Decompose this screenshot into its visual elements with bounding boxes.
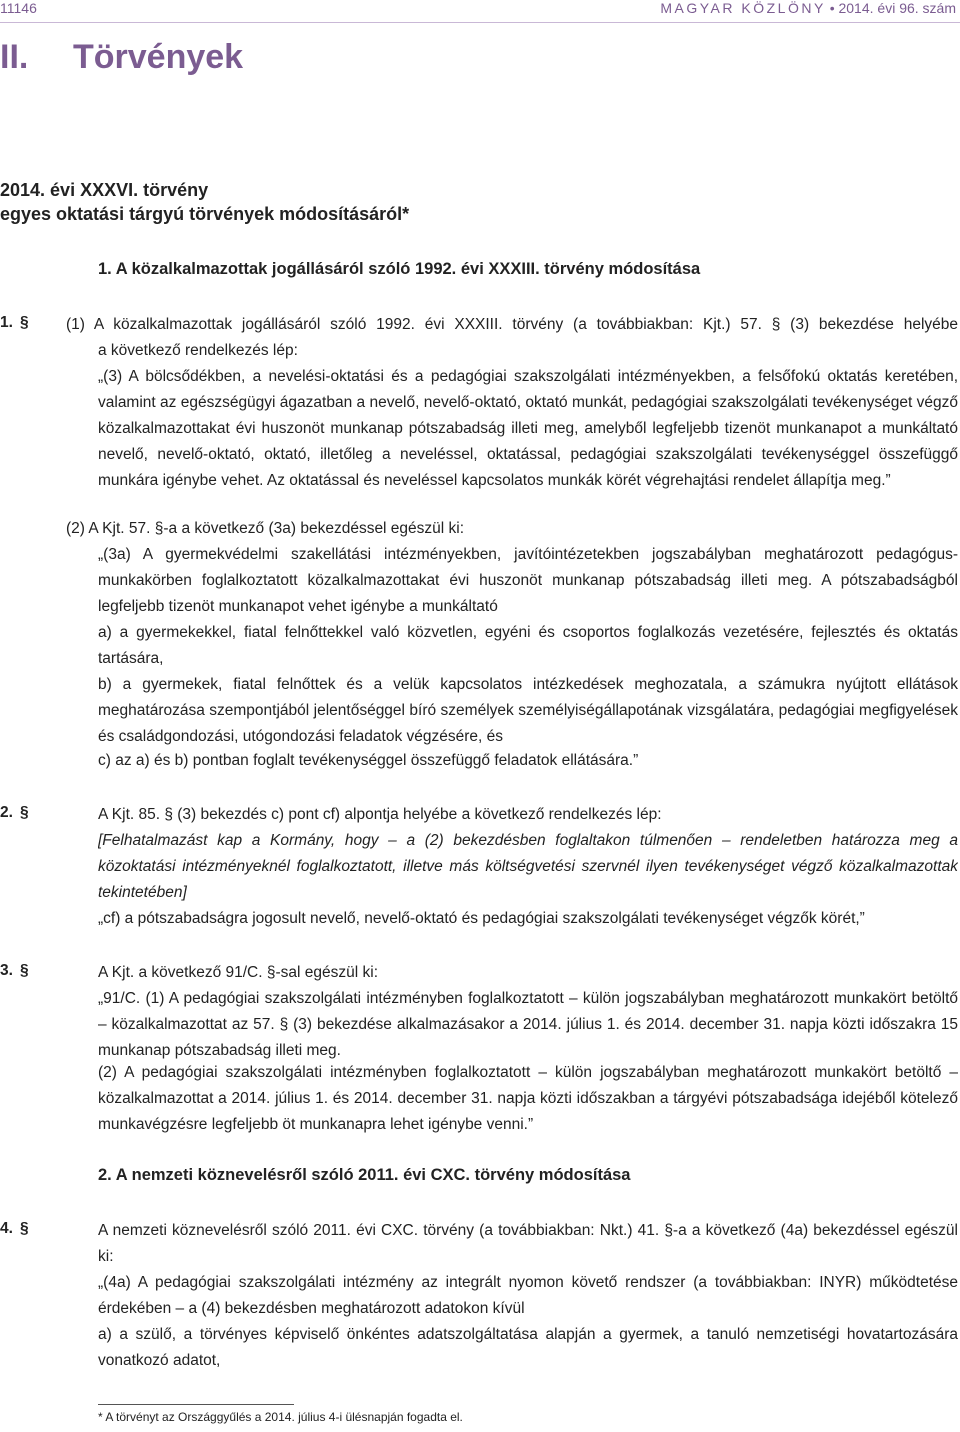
chapter-number: II. (0, 38, 29, 76)
law-number: 2014. évi XXXVI. törvény (0, 180, 209, 200)
header-rule (0, 22, 960, 23)
article-number: 3. (0, 962, 13, 979)
italic-context: [Felhatalmazást kap a Kormány, hogy – a (2) bekezdésben foglaltakon túlmenően – rendeletben határozza meg a közoktatási intézményeknél foglalkoztatott, illetve más költségvetési szervnél ilyen tevékenységet végző közalkalmazottak tekintetében] (98, 832, 958, 901)
quoted-provision: „91/C. (1) A pedagógiai szakszolgálati intézményben foglalkoztatott – külön jogszabályban meghatározott munkakört betöltő – közalkalmazottat az 57. § (3) bekezdése alkalmazásakor a 2014. július 1. és 2014. december 31. napja közti időszakra 15 munkanap pótszabadság illeti meg. (98, 990, 958, 1059)
section-sign: § (20, 314, 29, 331)
quoted-provision: „(3) A bölcsődékben, a nevelési-oktatási és a pedagógiai szakszolgálati intézményekben, a felsőfokú oktatás keretében, valamint az egészségügyi ágazatban a nevelő, nevelő-oktató, oktató munkát, pedagógiai szakszolgálati tevékenységet végző közalkalmazottakat évi huszonöt munkanap pótszabadság illeti meg, amelyből legfeljebb tizenöt munkanapot a munkáltató nevelő, nevelő-oktató, oktató, illetőleg a neveléssel, oktatással, pedagógiai szakszolgálati tevékenységgel összefüggő munkára igénybe vehet. Az oktatással és neveléssel kapcsolatos munkák körét végrehajtási rendelet állapítja meg.” (98, 368, 958, 489)
issue-number: 2014. évi 96. szám (838, 0, 956, 16)
section-title: 2. A nemzeti köznevelésről szóló 2011. évi CXC. törvény módosítása (98, 1166, 631, 1184)
quoted-provision: „(4a) A pedagógiai szakszolgálati intézmény az integrált nyomon követő rendszer (a továbbiakban: INYR) működtetése érdekében – a (4) bekezdésben meghatározott adatokon kívül (98, 1274, 958, 1317)
footnote-rule (98, 1404, 294, 1405)
article-number: 2. (0, 804, 13, 821)
law-title: egyes oktatási tárgyú törvények módosításáról* (0, 204, 410, 224)
running-header (660, 0, 956, 16)
paragraph: a következő rendelkezés lép: (98, 342, 298, 359)
section-sign: § (20, 804, 29, 821)
list-item: c) az a) és b) pontban foglalt tevékenységgel összefüggő feladatok ellátására.” (98, 752, 639, 769)
section-title: 1. A közalkalmazottak jogállásáról szóló 1992. évi XXXIII. törvény módosítása (98, 260, 701, 278)
list-item: a) a gyermekekkel, fiatal felnőttekkel való közvetlen, egyéni és csoportos foglalkozás vezetésére, fejlesztés és oktatás tartására, (98, 624, 958, 667)
paragraph: A nemzeti köznevelésről szóló 2011. évi CXC. törvény (a továbbiakban: Nkt.) 41. §-a a következő (4a) bekezdéssel egészül ki: (98, 1222, 958, 1265)
chapter-heading (0, 38, 243, 77)
footnote: * A törvényt az Országgyűlés a 2014. július 4-i ülésnapján fogadta el. (98, 1410, 463, 1424)
page-number: 11146 (0, 0, 37, 16)
paragraph: (1) A közalkalmazottak jogállásáról szóló 1992. évi XXXIII. törvény (a továbbiakban: Kjt.) 57. § (3) bekezdése helyébe (66, 316, 958, 333)
quoted-provision: „(3a) A gyermekvédelmi szakellátási intézményekben, javítóintézetekben jogszabályban meghatározott pedagógus-munkakörben foglalkoztatott közalkalmazottakat évi huszonöt munkanap pótszabadság illeti meg. A pótszabadságból legfeljebb tizenöt munkanapot vehet igénybe a munkáltató (98, 546, 958, 615)
paragraph: (2) A Kjt. 57. §-a a következő (3a) bekezdéssel egészül ki: (66, 520, 465, 537)
law-heading (0, 178, 409, 226)
paragraph: A Kjt. 85. § (3) bekezdés c) pont cf) alpontja helyébe a következő rendelkezés lép: (98, 806, 662, 823)
journal-name: MAGYAR KÖZLÖNY (660, 0, 826, 16)
chapter-title: Törvények (73, 38, 244, 76)
paragraph: A Kjt. a következő 91/C. §-sal egészül ki: (98, 964, 378, 981)
quoted-provision: (2) A pedagógiai szakszolgálati intézményben foglalkoztatott – külön jogszabályban meghatározott munkakört betöltő – közalkalmazottat a 2014. július 1. és 2014. december 31. napja közti időszakban a tárgyévi pótszabadsága idejéből kötelező munkavégzésre legfeljebb öt munkanapra lehet igénybe venni.” (98, 1064, 958, 1133)
header-bullet: • (829, 0, 835, 16)
section-sign: § (20, 1220, 29, 1237)
list-item: a) a szülő, a törvényes képviselő önkéntes adatszolgáltatása alapján a gyermek, a tanuló nemzetiségi hovatartozására vonatkozó adatot, (98, 1326, 958, 1369)
list-item: b) a gyermekek, fiatal felnőttek és a velük kapcsolatos intézkedések meghozatala, a számukra nyújtott ellátások meghatározása szempontjából jelentőséggel bíró személyek személyiségállapotának vizsgálatára, pedagógiai megfigyelések és családgondozási, utógondozási feladatok végzésére, és (98, 676, 958, 745)
article-number: 1. (0, 314, 13, 331)
section-sign: § (20, 962, 29, 979)
quoted-provision: „cf) a pótszabadságra jogosult nevelő, nevelő-oktató és pedagógiai szakszolgálati tevékenységet végzők körét,” (98, 910, 865, 927)
article-number: 4. (0, 1220, 13, 1237)
